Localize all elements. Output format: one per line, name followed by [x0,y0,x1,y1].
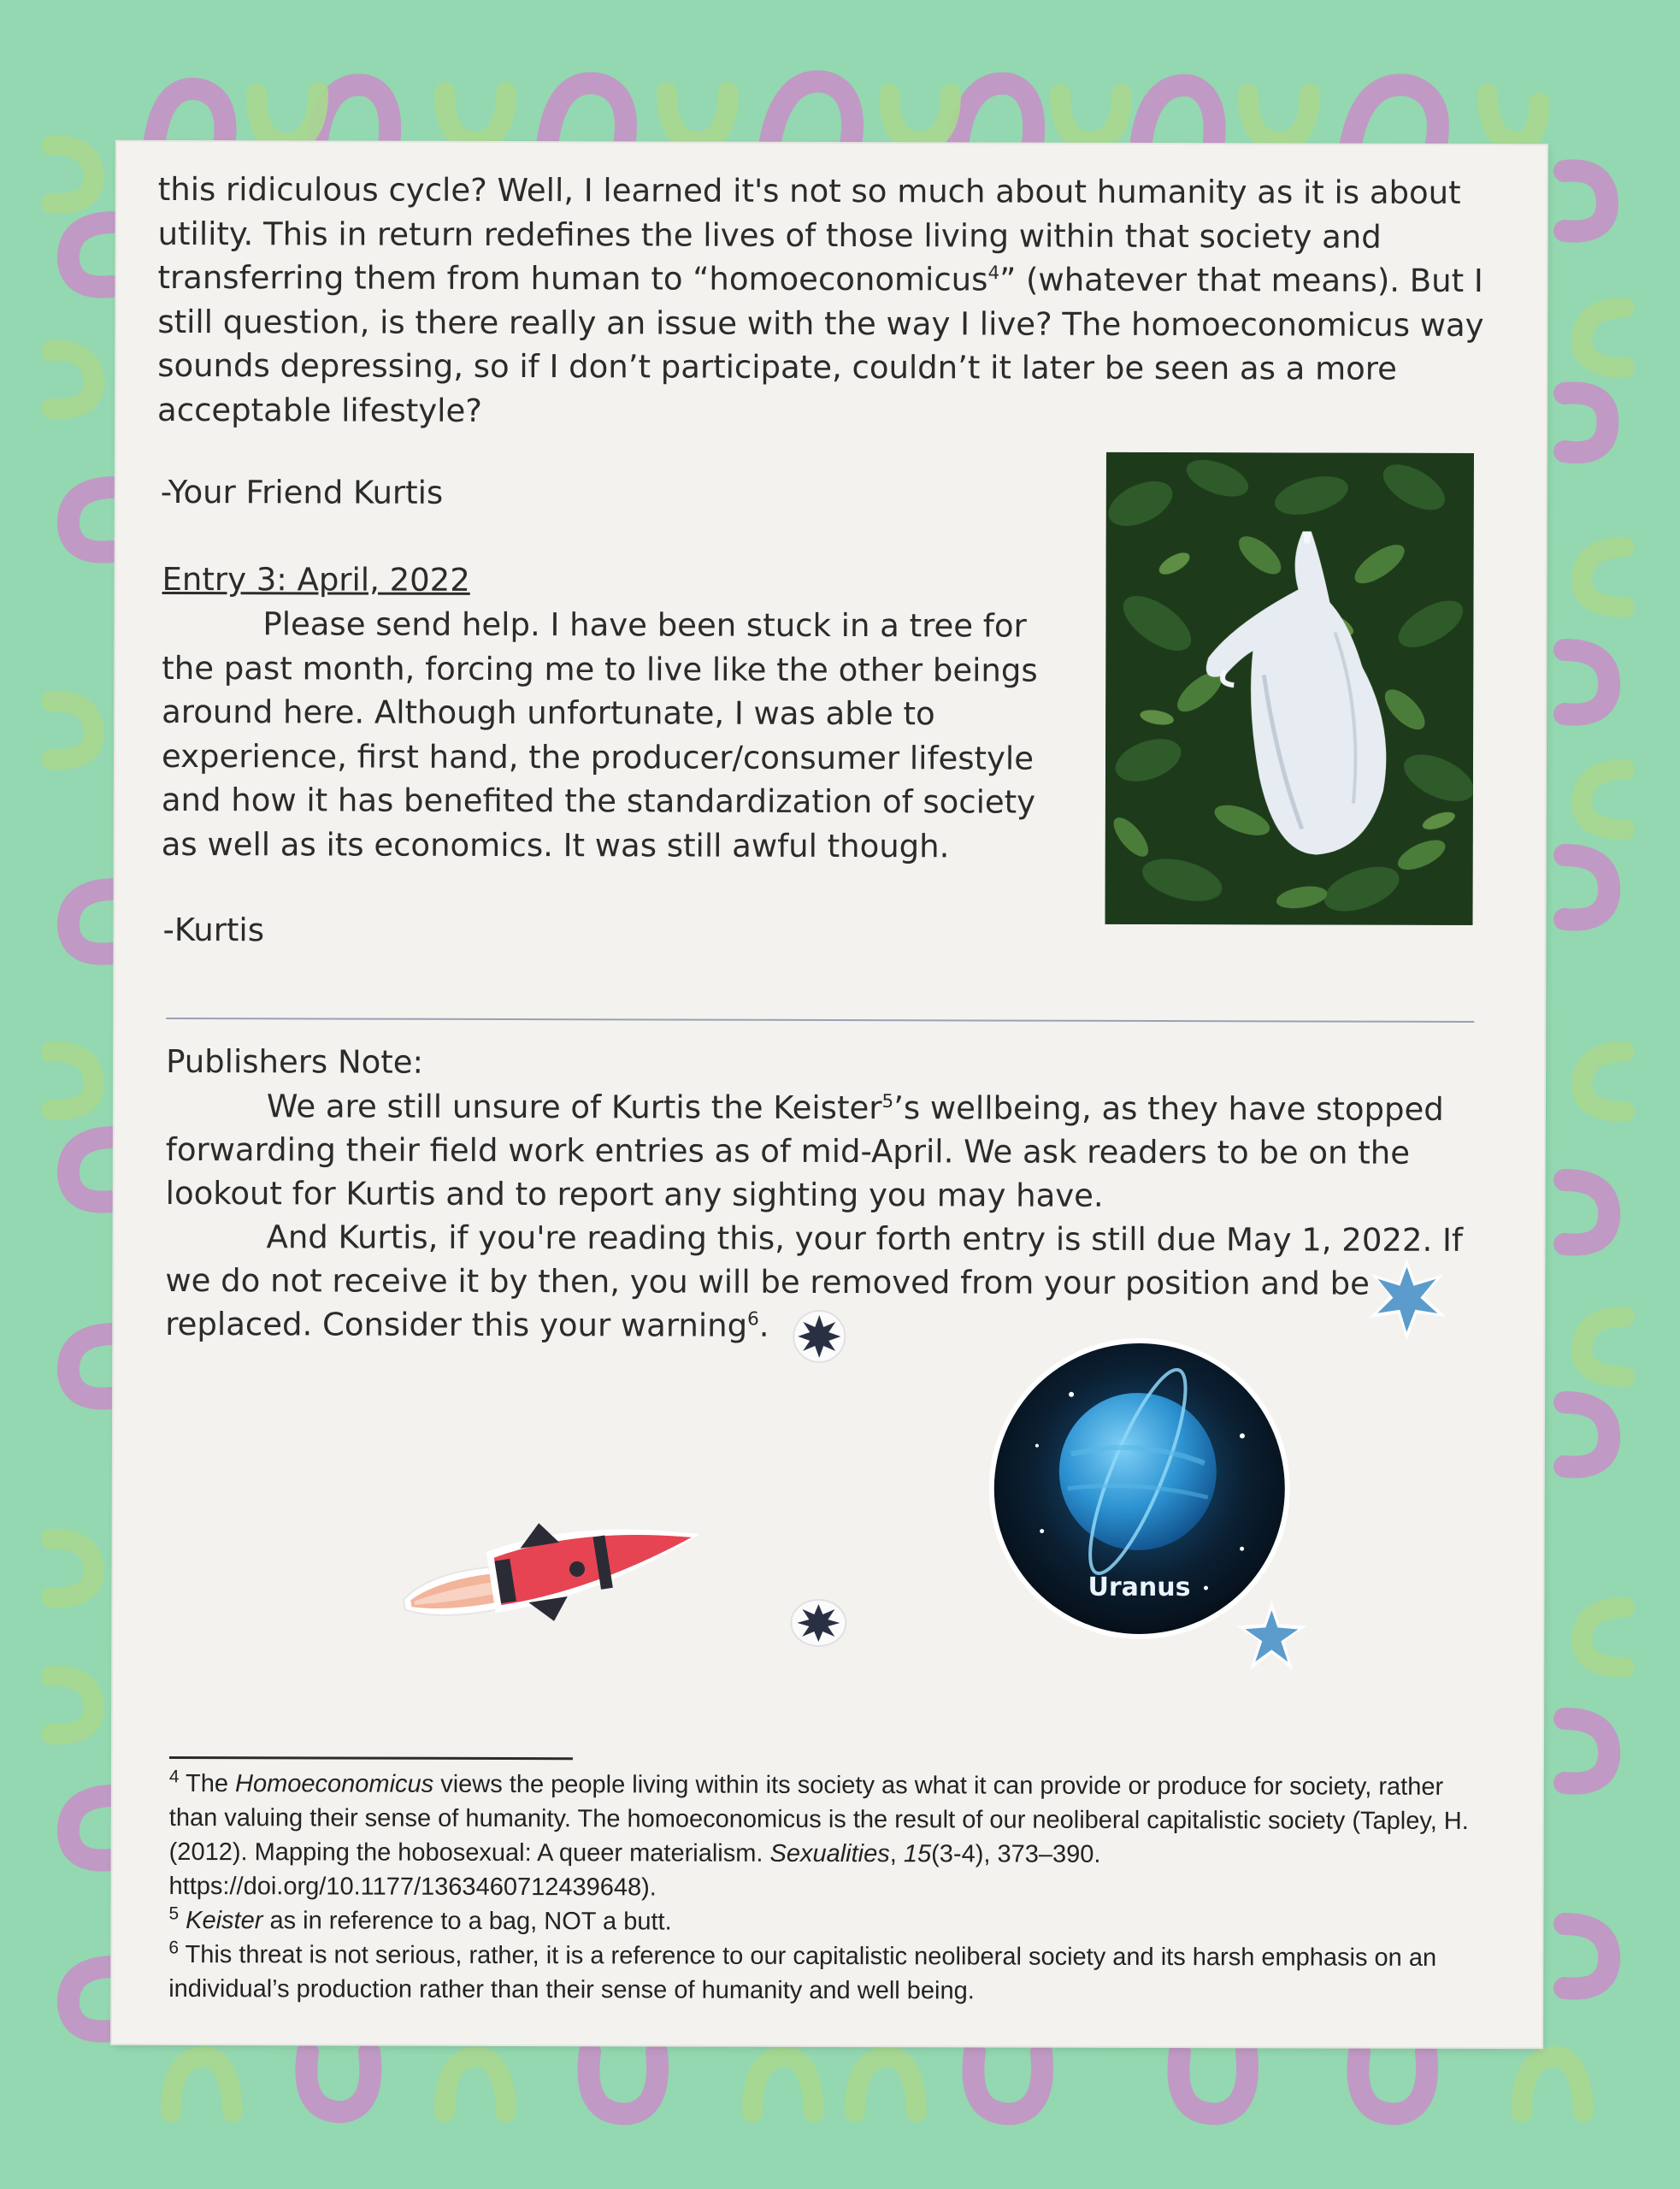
starburst-icon [788,1597,848,1649]
star-icon [1364,1257,1449,1342]
plastic-bag-photo [1105,452,1474,925]
publishers-note-paragraph: And Kurtis, if you're reading this, your forth entry is still due May 1, 2022. If we do not receive it by then, you will be removed from your position and be replaced. Consider this your warning$^6$. [165,1218,1464,1344]
section-divider [166,1018,1474,1023]
starburst-icon [789,1307,849,1366]
entry-heading: Entry 3: April, 2022 [162,560,470,599]
letter-signature: -Your Friend Kurtis [160,473,444,511]
footnotes [168,1767,1486,2009]
footnote-ref-5[interactable]: 5 [881,1090,894,1112]
uranus-planet-icon [985,1334,1294,1643]
footnote-rule [169,1756,573,1760]
paper-sheet [112,142,1547,2047]
footnote-ref-6[interactable]: 6 [747,1308,759,1331]
publishers-note-heading: Publishers Note: [166,1042,424,1081]
footnote-4: $^4$ The Homoeconomicus views the people living within its society as what it can provide or produce for society, rather than valuing their sense of humanity. The homoeconomicus is the result of our neoliberal capitalistic society (Tapley, H. (2012). Mapping the hobosexual: A queer materialism. Sexualities, 15(3-4), 373–390. https://doi.org/10.1177/1363460712439648). [168,1767,1469,1902]
entry-signature: -Kurtis [162,911,265,949]
planet-label: Uranus [1088,1572,1191,1603]
footnote-5: $^5$ Keister as in reference to a bag, NOT a butt. [168,1903,672,1936]
footnote-6: $^6$ This threat is not serious, rather, it is a reference to our capitalistic neoliberal society and its harsh emphasis on an individual’s production rather than their sense of humanity and well being. [168,1938,1437,2005]
entry-body: Please send help. I have been stuck in a tree for the past month, forcing me to live like the other beings around here. Although unfortunate, I was able to experience, first hand, the producer/consumer lifestyle and how it has benefited the standardization of society as well as its economics. It was still awful though. [161,605,1038,864]
letter-paragraph: this ridiculous cycle? Well, I learned it's not so much about humanity as it is about utility. This in return redefines the lives of those living within that society and transferring them from human to “homoeconomicus$^4$” (whatever that means). But I still question, is there really an issue with the way I live? The homoeconomicus way sounds depressing, so if I don’t participate, couldn’t it later be seen as a more acceptable lifestyle? [157,170,1484,429]
star-icon [1233,1598,1310,1675]
rocket-icon [395,1504,711,1633]
publishers-note-paragraph: We are still unsure of Kurtis the Keister$^5$’s wellbeing, as they have stopped forwarding their field work entries as of mid-April. We ask readers to be on the lookout for Kurtis and to report any sighting you may have. [165,1088,1444,1214]
footnote-ref-4[interactable]: 4 [987,263,1000,285]
